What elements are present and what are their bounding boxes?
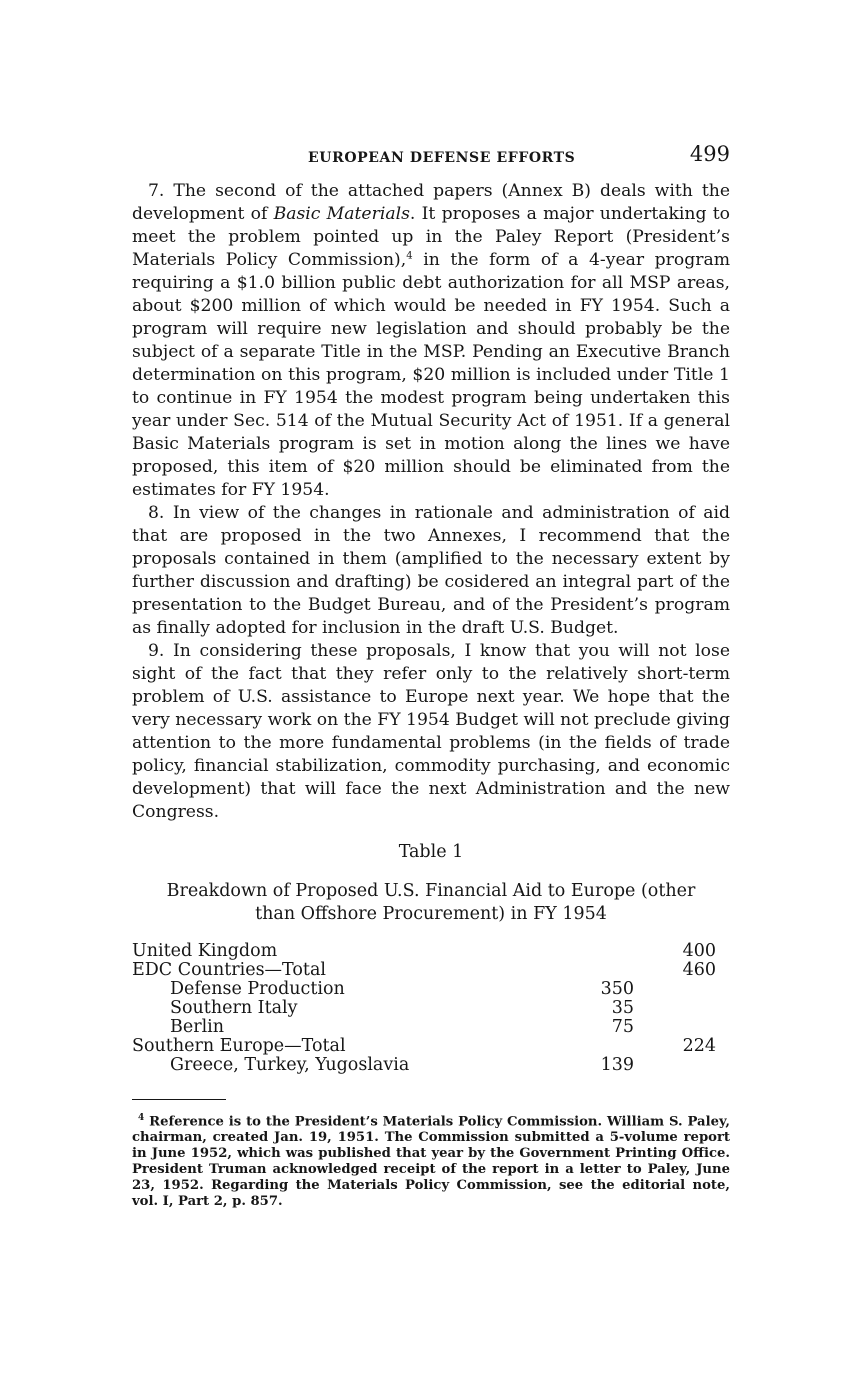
table-row xyxy=(132,1056,730,1075)
row-gap xyxy=(636,961,676,980)
row-total xyxy=(676,1018,730,1037)
running-title: EUROPEAN DEFENSE EFFORTS xyxy=(308,150,576,166)
row-total: 400 xyxy=(682,941,716,961)
table-row xyxy=(132,1037,730,1056)
row-gap xyxy=(636,1037,676,1056)
row-subtotal xyxy=(564,1037,636,1056)
row-subtotal: 35 xyxy=(611,998,634,1018)
paragraph-8: 8. In view of the changes in rationale and administration of aid that are proposed in the two Annexes, I recommend that the proposals contained in them (amplified to the necessary extent by further discussion and drafting) be cosidered an integral part of the presentation to the Budget Bureau, and of the President’s program as finally adopted for inclusion in the draft U.S. Budget. xyxy=(132,503,730,638)
table-row xyxy=(132,999,730,1018)
row-gap xyxy=(636,980,676,999)
footnote xyxy=(132,1110,730,1210)
paragraph-7-middle: . It proposes a major undertaking to meet the problem pointed up in the Paley Report (President’s Materials Policy Commission), xyxy=(132,204,730,270)
row-label: United Kingdom xyxy=(132,941,278,961)
row-label: Greece, Turkey, Yugoslavia xyxy=(170,1055,410,1075)
row-subtotal xyxy=(564,961,636,980)
row-label: EDC Countries—Total xyxy=(132,960,326,980)
table-caption: Breakdown of Proposed U.S. Financial Aid to Europe (other than Offshore Procurement) in FY 1954 xyxy=(166,881,696,924)
row-total xyxy=(676,980,730,999)
table-row xyxy=(132,1018,730,1037)
row-gap xyxy=(636,999,676,1018)
row-total xyxy=(676,999,730,1018)
row-label: Southern Europe—Total xyxy=(132,1036,346,1056)
row-subtotal xyxy=(564,942,636,961)
footnote-reference: 4 xyxy=(406,250,413,262)
row-subtotal: 75 xyxy=(611,1017,634,1037)
paragraph-7-rest: in the form of a 4-year program requiring a $1.0 billion public debt authorization for all MSP areas, about $200 million of which would be needed in FY 1954. Such a program will require new legislation and should probably be the subject of a separate Title in the MSP. Pending an Executive Branch determination on this program, $20 million is included under Title 1 to continue in FY 1954 the modest program being undertaken this year under Sec. 514 of the Mutual Security Act of 1951. If a general Basic Materials program is set in motion along the lines we have proposed, this item of $20 million should be eliminated from the estimates for FY 1954. xyxy=(132,250,730,500)
table-row xyxy=(132,961,730,980)
table-label: Table 1 xyxy=(398,842,464,862)
body-text xyxy=(132,180,730,824)
row-gap xyxy=(636,1018,676,1037)
footnote-marker: 4 xyxy=(138,1113,145,1123)
page-number: 499 xyxy=(689,142,730,166)
paragraph-7 xyxy=(132,180,730,502)
footnote-divider xyxy=(132,1099,226,1100)
row-total: 460 xyxy=(682,960,716,980)
row-label: Southern Italy xyxy=(170,998,298,1018)
table-row xyxy=(132,942,730,961)
row-subtotal: 350 xyxy=(600,979,634,999)
row-gap xyxy=(636,1056,676,1075)
row-total xyxy=(676,1056,730,1075)
document-page xyxy=(132,140,730,1224)
running-head xyxy=(132,140,730,174)
paragraph-9: 9. In considering these proposals, I know that you will not lose sight of the fact that they refer only to the relatively short-term problem of U.S. assistance to Europe next year. We hope that the very necessary work on the FY 1954 Budget will not preclude giving attention to the more fundamental problems (in the fields of trade policy, financial stabilization, commodity purchasing, and economic development) that will face the next Administration and the new Congress. xyxy=(132,641,730,822)
row-subtotal: 139 xyxy=(600,1055,634,1075)
row-gap xyxy=(636,942,676,961)
basic-materials-italic: Basic Materials xyxy=(273,204,410,224)
row-total: 224 xyxy=(682,1036,716,1056)
row-label: Berlin xyxy=(170,1017,225,1037)
footnote-text: Reference is to the President’s Materials Policy Commission. William S. Paley, chairman, created Jan. 19, 1951. The Commission submitted a 5-volume report in June 1952, which was published that year by the Government Printing Office. President Truman acknowledged receipt of the report in a letter to Paley, June 23, 1952. Regarding the Materials Policy Commission, see the editorial note, vol. I, Part 2, p. 857. xyxy=(132,1114,730,1210)
paragraph-7-intro: 7. The second of the attached papers (Annex B) deals with the development of xyxy=(132,181,730,224)
table-row xyxy=(132,980,730,999)
row-label: Defense Production xyxy=(170,979,345,999)
aid-breakdown-table xyxy=(132,942,730,1075)
